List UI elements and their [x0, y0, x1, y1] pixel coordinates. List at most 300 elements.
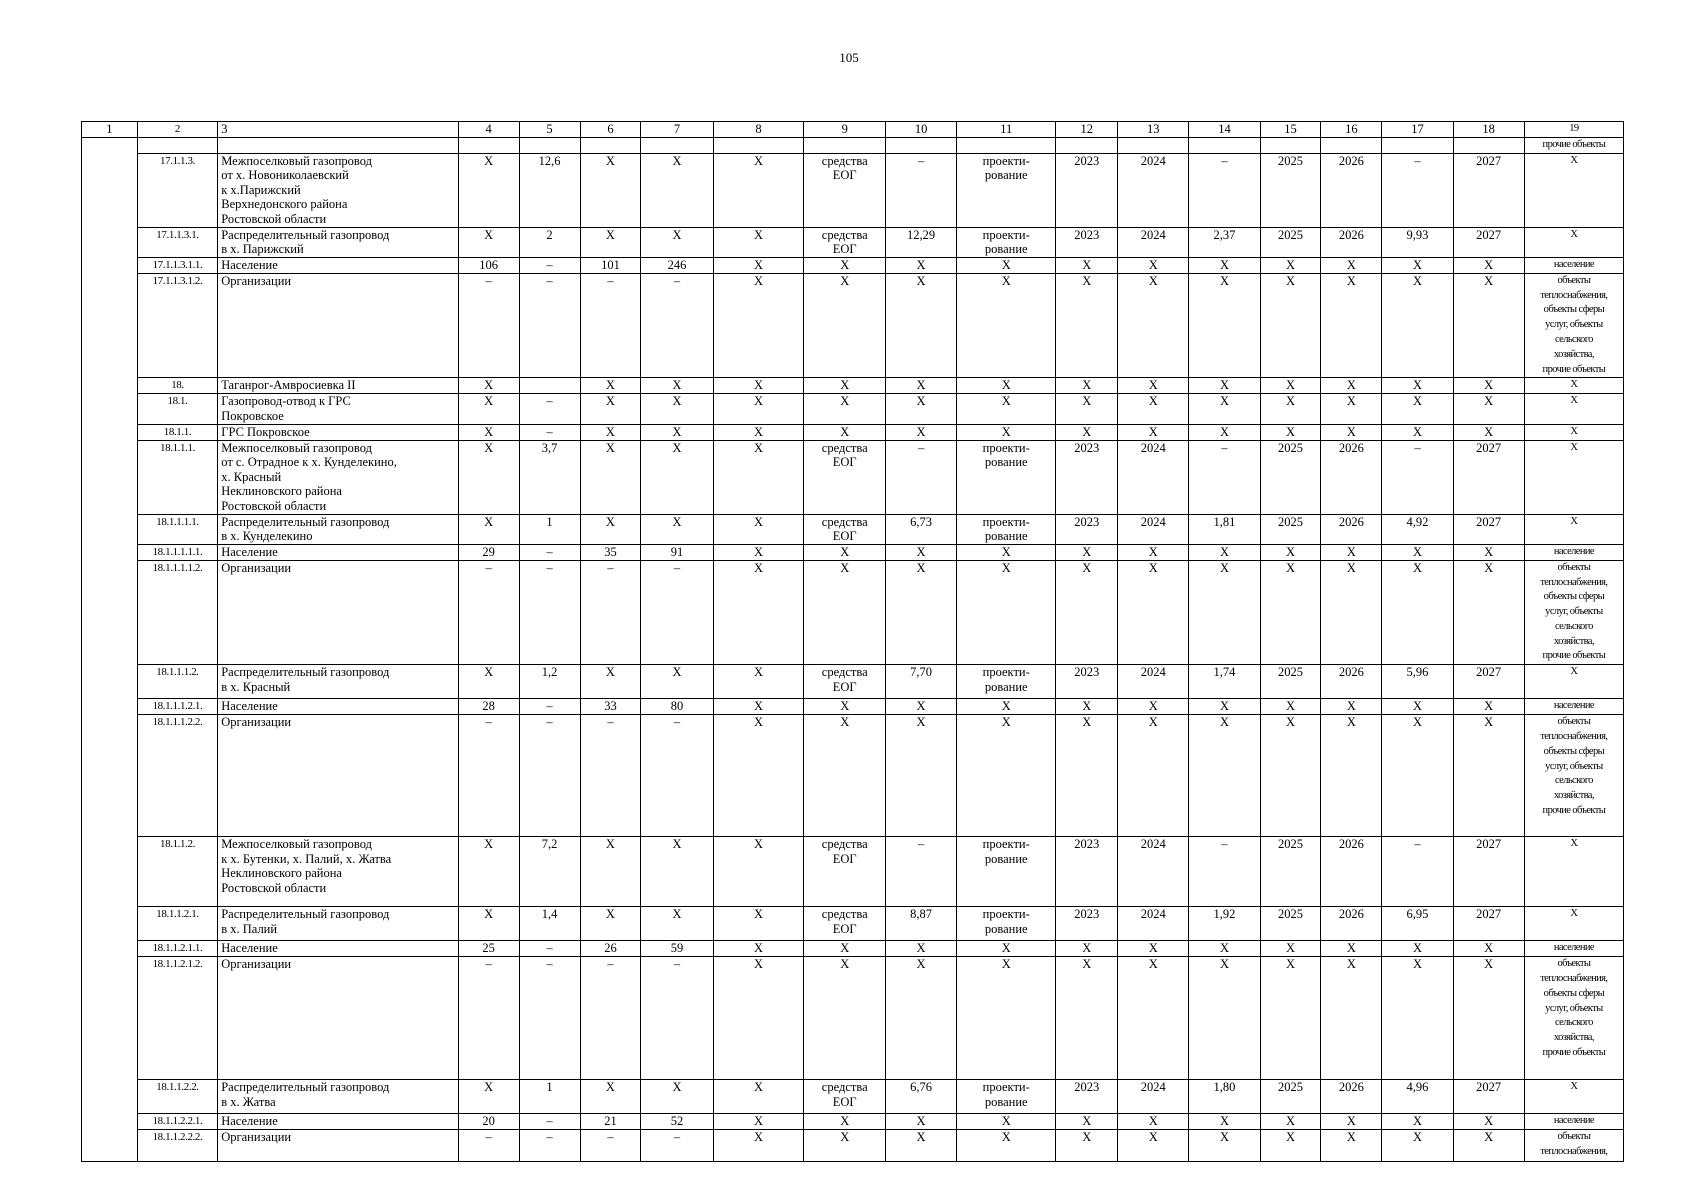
cell-text-line: Х	[1412, 715, 1422, 730]
table-cell	[1056, 560, 1118, 665]
cell-text-line: 18.1.1.1.	[160, 441, 195, 454]
table-cell	[957, 560, 1056, 665]
table-cell	[1321, 1130, 1382, 1162]
cell-text-line: Х	[672, 153, 682, 168]
table-cell	[137, 665, 218, 699]
cell-text-line: рование	[984, 921, 1028, 936]
table-cell	[1524, 715, 1623, 837]
table-cell	[1453, 153, 1524, 227]
cell-text-line: –	[485, 715, 492, 730]
table-cell	[218, 514, 458, 544]
table-cell	[82, 665, 138, 699]
table-cell	[1453, 257, 1524, 273]
cell-text-line: 18.1.1.2.2.1.	[152, 1115, 203, 1128]
cell-text-line: объекты сферы	[1543, 304, 1605, 316]
table-cell	[885, 957, 956, 1080]
cell-text-line: Х	[1082, 257, 1092, 272]
table-cell	[1118, 440, 1189, 514]
cell-text-line: Х	[1286, 715, 1296, 730]
cell-text-line: Х	[484, 378, 494, 393]
cell-text-line: Х	[1148, 257, 1158, 272]
table-cell	[1524, 837, 1623, 907]
table-cell	[458, 560, 519, 665]
table-cell	[641, 440, 713, 514]
cell-text-line: –	[1221, 837, 1228, 852]
cell-text-line: 18.1.1.2.1.1.	[152, 942, 203, 955]
table-cell	[1321, 1114, 1382, 1130]
table-cell	[641, 137, 713, 153]
cell-text-line: 18.1.1.1.2.	[156, 666, 199, 679]
cell-text-line: Х	[1286, 394, 1296, 409]
table-cell	[885, 273, 956, 378]
cell-text-line: Х	[1346, 378, 1356, 393]
table-cell	[885, 1114, 956, 1130]
cell-text-line: Х	[1346, 1130, 1356, 1145]
cell-text-line: Х	[1219, 1130, 1229, 1145]
table-cell	[804, 378, 886, 394]
cell-text-line: Х	[1286, 699, 1296, 714]
table-cell	[519, 544, 580, 560]
cell-text-line: Х	[1082, 394, 1092, 409]
table-cell	[218, 1130, 458, 1162]
table-cell	[1118, 699, 1189, 715]
table-row	[82, 273, 1624, 378]
cell-text-line: –	[1414, 440, 1421, 455]
cell-text-line: ЕОГ	[832, 529, 857, 544]
cell-text-line: 7,70	[910, 665, 932, 680]
cell-text-line: 2026	[1338, 227, 1364, 242]
cell-text-line: рование	[984, 529, 1028, 544]
table-cell	[580, 137, 641, 153]
cell-text-line: –	[673, 273, 681, 288]
cell-text-line: Х	[1570, 666, 1578, 678]
cell-text-line: Х	[1082, 699, 1092, 714]
table-cell	[218, 665, 458, 699]
cell-text-line: Х	[754, 514, 764, 529]
cell-text-line: 18.1.	[167, 395, 188, 408]
table-cell	[137, 153, 218, 227]
table-row	[82, 137, 1624, 153]
table-cell	[641, 544, 713, 560]
cell-text-line: –	[1414, 153, 1421, 168]
table-cell	[1524, 227, 1623, 257]
cell-text-line: 2027	[1476, 837, 1502, 852]
cell-text-line: 2023	[1074, 440, 1100, 455]
cell-text-line: Х	[754, 907, 764, 922]
cell-text-line: Х	[1570, 395, 1578, 407]
table-cell	[804, 514, 886, 544]
table-cell	[580, 273, 641, 378]
cell-text-line: Х	[1001, 544, 1011, 559]
table-cell	[137, 957, 218, 1080]
cell-text-line: 2,37	[1213, 227, 1236, 242]
table-cell	[519, 1130, 580, 1162]
cell-text-line: Х	[1148, 715, 1158, 730]
table-cell	[1260, 837, 1321, 907]
table-cell	[1453, 665, 1524, 699]
cell-text-line: –	[607, 560, 614, 575]
table-cell	[885, 424, 956, 440]
table-cell	[957, 394, 1056, 424]
table-cell	[1056, 1080, 1118, 1114]
table-cell	[1118, 941, 1189, 957]
cell-text-line: Организации	[221, 1130, 292, 1145]
table-cell	[1321, 137, 1382, 153]
table-cell	[1056, 137, 1118, 153]
cell-text-line: сельского	[1554, 333, 1593, 345]
table-cell	[1189, 1114, 1260, 1130]
cell-text-line: Х	[1082, 560, 1092, 575]
cell-text-line: Х	[840, 257, 850, 272]
cell-text-line: 2024	[1140, 907, 1166, 922]
table-cell	[641, 378, 713, 394]
table-cell	[1189, 665, 1260, 699]
table-cell	[1382, 514, 1453, 544]
table-cell	[713, 514, 804, 544]
cell-text-line: Х	[1148, 560, 1158, 575]
cell-text-line: объекты	[1557, 958, 1591, 970]
table-cell	[957, 273, 1056, 378]
table-cell	[1189, 153, 1260, 227]
table-cell	[957, 907, 1056, 941]
cell-text-line: 2026	[1338, 514, 1364, 529]
table-cell	[137, 273, 218, 378]
table-cell	[1260, 1114, 1321, 1130]
cell-text-line: Х	[605, 153, 615, 168]
table-cell	[218, 378, 458, 394]
cell-text-line: 59	[670, 941, 684, 956]
cell-text-line: объекты	[1557, 1131, 1591, 1143]
cell-text-line: 1,80	[1213, 1080, 1236, 1095]
table-cell	[1118, 394, 1189, 424]
cell-text-line: –	[917, 837, 925, 852]
table-cell	[137, 560, 218, 665]
cell-text-line: Х	[1001, 699, 1011, 714]
cell-text-line: Х	[1001, 424, 1011, 439]
cell-text-line: Х	[1219, 560, 1229, 575]
cell-text-line: сельского	[1554, 1017, 1593, 1029]
cell-text-line: проекти-	[982, 907, 1030, 922]
cell-text-line: Х	[1148, 699, 1158, 714]
cell-text-line: Х	[840, 715, 850, 730]
cell-text-line: Х	[605, 907, 615, 922]
table-cell	[713, 440, 804, 514]
cell-text-line: Х	[1001, 1114, 1011, 1129]
table-cell	[885, 137, 956, 153]
table-cell	[1524, 378, 1623, 394]
table-cell	[519, 227, 580, 257]
cell-text-line: Х	[484, 424, 494, 439]
cell-text-line: 6,76	[910, 1080, 932, 1095]
table-cell	[641, 1130, 713, 1162]
table-cell	[1321, 514, 1382, 544]
cell-text-line: –	[485, 560, 492, 575]
cell-text-line: Население	[221, 699, 278, 714]
table-cell	[519, 378, 580, 394]
cell-text-line: Х	[672, 1080, 682, 1095]
table-cell	[82, 907, 138, 941]
table-cell	[580, 440, 641, 514]
cell-text-line: 52	[670, 1114, 684, 1129]
table-cell	[1118, 227, 1189, 257]
table-cell	[519, 837, 580, 907]
header-row	[82, 122, 1624, 138]
table-cell	[641, 665, 713, 699]
cell-text-line: –	[546, 424, 553, 439]
table-row	[82, 699, 1624, 715]
cell-text-line: –	[485, 273, 492, 288]
table-cell	[1382, 1114, 1453, 1130]
table-cell	[885, 907, 956, 941]
cell-text-line: 2026	[1338, 907, 1364, 922]
table-cell	[218, 941, 458, 957]
cell-text-line: рование	[984, 851, 1028, 866]
table-cell	[1260, 1130, 1321, 1162]
table-cell	[218, 273, 458, 378]
table-row	[82, 394, 1624, 424]
table-cell	[1118, 837, 1189, 907]
column-header-10: 10	[885, 122, 956, 138]
table-cell	[957, 440, 1056, 514]
cell-text-line: Х	[1286, 273, 1296, 288]
cell-text-line: в х. Парижский	[221, 242, 304, 257]
table-cell	[1056, 227, 1118, 257]
cell-text-line: Х	[916, 257, 926, 272]
cell-text-line: Распределительный газопровод	[221, 907, 390, 922]
column-header-16: 16	[1321, 122, 1382, 138]
table-cell	[82, 440, 138, 514]
table-cell	[957, 957, 1056, 1080]
cell-text-line: население	[1553, 545, 1594, 557]
cell-text-line: Организации	[221, 560, 292, 575]
table-cell	[1524, 273, 1623, 378]
table-cell	[1189, 440, 1260, 514]
cell-text-line: Х	[754, 715, 764, 730]
cell-text-line: 3,7	[541, 440, 558, 455]
cell-text-line: прочие объекты	[1542, 363, 1606, 375]
cell-text-line: Организации	[221, 957, 292, 972]
table-cell	[804, 440, 886, 514]
cell-text-line: 2027	[1476, 1080, 1502, 1095]
table-cell	[641, 715, 713, 837]
cell-text-line: Межпоселковый газопровод	[221, 153, 372, 168]
cell-text-line: Межпоселковый газопровод	[221, 837, 372, 852]
cell-text-line: 2024	[1140, 514, 1166, 529]
table-cell	[957, 514, 1056, 544]
cell-text-line: Х	[1286, 1130, 1296, 1145]
cell-text-line: Х	[1286, 424, 1296, 439]
cell-text-line: Х	[1484, 378, 1494, 393]
cell-text-line: средства	[821, 1080, 868, 1095]
table-cell	[1321, 257, 1382, 273]
table-cell	[458, 1080, 519, 1114]
cell-text-line: Х	[1286, 544, 1296, 559]
table-cell	[1524, 665, 1623, 699]
cell-text-line: Х	[605, 394, 615, 409]
cell-text-line: проекти-	[982, 440, 1030, 455]
table-cell	[1453, 1114, 1524, 1130]
cell-text-line: Х	[1346, 424, 1356, 439]
table-cell	[519, 957, 580, 1080]
cell-text-line: Х	[1346, 715, 1356, 730]
cell-text-line: объекты сферы	[1543, 745, 1605, 757]
cell-text-line: 2025	[1278, 440, 1304, 455]
cell-text-line: 18.1.1.2.	[160, 838, 195, 851]
cell-text-line: –	[546, 699, 553, 714]
cell-text-line: Х	[754, 394, 764, 409]
cell-text-line: Х	[754, 941, 764, 956]
table-cell	[458, 273, 519, 378]
table-row	[82, 665, 1624, 699]
cell-text-line: Х	[1484, 1114, 1494, 1129]
table-cell	[1524, 699, 1623, 715]
table-cell	[218, 440, 458, 514]
table-cell	[1382, 544, 1453, 560]
cell-text-line: прочие объекты	[1542, 138, 1606, 150]
table-cell	[1321, 1080, 1382, 1114]
cell-text-line: –	[485, 957, 492, 972]
table-cell	[885, 394, 956, 424]
table-cell	[713, 941, 804, 957]
table-row	[82, 257, 1624, 273]
cell-text-line: Распределительный газопровод	[221, 514, 390, 529]
table-cell	[519, 560, 580, 665]
column-header-5: 5	[519, 122, 580, 138]
cell-text-line: –	[546, 941, 553, 956]
cell-text-line: 25	[482, 941, 495, 956]
table-cell	[713, 837, 804, 907]
cell-text-line: Х	[1219, 941, 1229, 956]
cell-text-line: Х	[605, 227, 615, 242]
cell-text-line: Х	[1001, 1130, 1011, 1145]
table-cell	[1453, 837, 1524, 907]
table-cell	[82, 560, 138, 665]
table-row	[82, 424, 1624, 440]
table-cell	[1382, 227, 1453, 257]
table-cell	[957, 153, 1056, 227]
table-cell	[580, 907, 641, 941]
cell-text-line: Х	[916, 1114, 926, 1129]
cell-text-line: услуг, объекты	[1545, 606, 1603, 618]
table-cell	[218, 957, 458, 1080]
table-cell	[641, 1114, 713, 1130]
cell-text-line: Х	[1219, 257, 1229, 272]
cell-text-line: Х	[916, 544, 926, 559]
cell-text-line: услуг, объекты	[1545, 760, 1603, 772]
table-cell	[1524, 153, 1623, 227]
table-cell	[713, 1114, 804, 1130]
table-cell	[1260, 424, 1321, 440]
cell-text-line: теплоснабжения,	[1540, 973, 1608, 985]
table-cell	[885, 257, 956, 273]
cell-text-line: Х	[1412, 1114, 1422, 1129]
cell-text-line: Х	[672, 514, 682, 529]
table-cell	[1524, 941, 1623, 957]
table-cell	[957, 544, 1056, 560]
cell-text-line: средства	[821, 907, 868, 922]
cell-text-line: Х	[1082, 715, 1092, 730]
table-cell	[458, 837, 519, 907]
cell-text-line: от с. Отрадное к х. Кунделекино,	[221, 455, 397, 470]
table-cell	[713, 957, 804, 1080]
table-cell	[1189, 715, 1260, 837]
table-cell	[218, 1114, 458, 1130]
table-cell	[82, 273, 138, 378]
column-header-11: 11	[957, 122, 1056, 138]
table-cell	[804, 715, 886, 837]
column-header-1: 1	[82, 122, 138, 138]
cell-text-line: Х	[840, 424, 850, 439]
cell-text-line: средства	[821, 837, 868, 852]
table-cell	[1453, 544, 1524, 560]
cell-text-line: Х	[1219, 544, 1229, 559]
cell-text-line: Х	[672, 424, 682, 439]
cell-text-line: Х	[916, 699, 926, 714]
table-cell	[804, 424, 886, 440]
page-number: 105	[839, 50, 859, 65]
cell-text-line: 2025	[1278, 837, 1304, 852]
cell-text-line: Х	[1286, 957, 1296, 972]
table-cell	[641, 560, 713, 665]
cell-text-line: объекты сферы	[1543, 987, 1605, 999]
cell-text-line: 2023	[1074, 514, 1100, 529]
table-cell	[957, 378, 1056, 394]
column-header-2: 2	[137, 122, 218, 138]
cell-text-line: Х	[1346, 560, 1356, 575]
cell-text-line: Х	[1484, 715, 1494, 730]
cell-text-line: 18.1.1.1.2.2.	[152, 716, 203, 729]
cell-text-line: Газопровод-отвод к ГРС	[221, 394, 351, 409]
table-cell	[1189, 424, 1260, 440]
table-cell	[885, 1080, 956, 1114]
table-cell	[804, 544, 886, 560]
cell-text-line: 2026	[1338, 1080, 1364, 1095]
table-cell	[218, 257, 458, 273]
cell-text-line: Х	[754, 440, 764, 455]
cell-text-line: теплоснабжения,	[1540, 289, 1608, 301]
cell-text-line: Х	[1082, 424, 1092, 439]
cell-text-line: 2025	[1278, 665, 1304, 680]
table-cell	[137, 1114, 218, 1130]
table-cell	[713, 544, 804, 560]
cell-text-line: население	[1553, 700, 1594, 712]
table-cell	[1453, 941, 1524, 957]
cell-text-line: Покровское	[221, 408, 284, 423]
cell-text-line: –	[1414, 837, 1421, 852]
cell-text-line: Х	[1346, 544, 1356, 559]
cell-text-line: 2023	[1074, 227, 1100, 242]
table-cell	[1189, 394, 1260, 424]
cell-text-line: Х	[1484, 544, 1494, 559]
table-cell	[713, 257, 804, 273]
cell-text-line: Неклиновского района	[221, 866, 342, 881]
table-cell	[1382, 424, 1453, 440]
cell-text-line: 18.1.1.2.2.	[156, 1081, 199, 1094]
table-cell	[1118, 257, 1189, 273]
table-cell	[885, 699, 956, 715]
cell-text-line: Х	[1286, 941, 1296, 956]
cell-text-line: Х	[1001, 378, 1011, 393]
cell-text-line: Х	[1148, 1114, 1158, 1129]
table-cell	[1118, 1130, 1189, 1162]
cell-text-line: 2024	[1140, 153, 1166, 168]
cell-text-line: к х.Парижский	[221, 182, 301, 197]
table-cell	[1189, 227, 1260, 257]
table-cell	[957, 1130, 1056, 1162]
cell-text-line: Х	[1082, 273, 1092, 288]
table-cell	[1453, 378, 1524, 394]
cell-text-line: Х	[1412, 957, 1422, 972]
